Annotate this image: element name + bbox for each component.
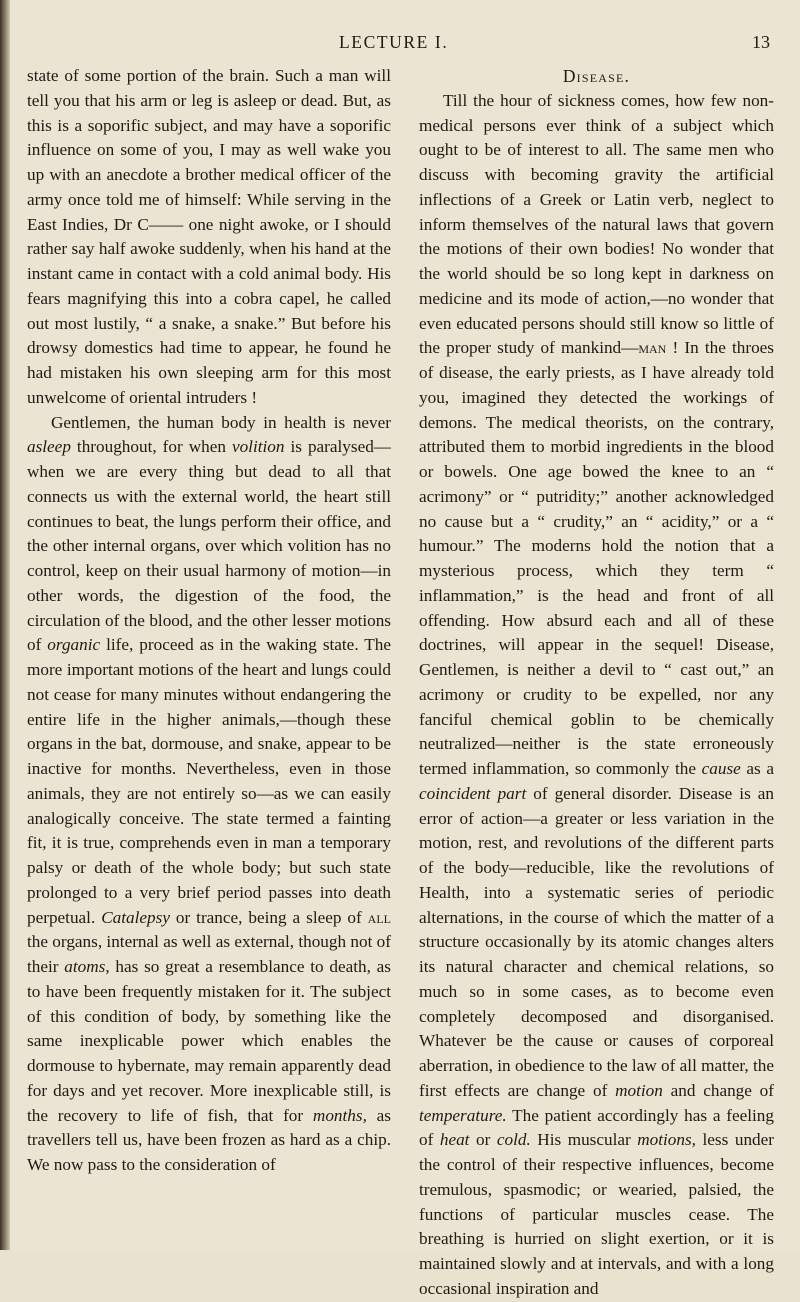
running-head: LECTURE I. [339,32,449,52]
section-heading-disease: Disease. [562,66,631,86]
paragraph-disease: Till the hour of sickness comes, how few non-medical persons ever think of a subject which ought to be of interest to all. The same men who discuss with becoming gravity the artificial inflections of a Greek or Latin verb, neglect to inform themselves of the natural laws that govern the motions of their own bodies! No wonder that the world should be so long kept in darkness on medicine and its mode of action,—no wonder that even educated persons should still know so little of the proper study of mankind—man ! In the throes of disease, the early priests, as I have already told you, imagined they detected the workings of demons. The medical theorists, on the contrary, attributed them to morbid ingredients in the blood or bowels. One age bowed the knee to an “ acrimony” or “ putridity;” another acknowledged no cause but a “ crudity,” an “ acidity,” or a “ humour.” The moderns hold the notion that a mysterious process, which they term “ inflammation,” is the head and front of all offending. How absurd each and all of these doctrines, will appear in the sequel! Disease, Gentlemen, is neither a devil to “ cast out,” an acrimony or crudity to be expelled, nor any fanciful chemical goblin to be chemically neutralized—neither is the state erroneously termed inflammation, so commonly the cause as a coincident part of general disorder. Disease is an error of action—a greater or less variation in the motion, rest, and revolutions of the different parts of the body—reducible, like the revolutions of Health, into a systematic series of periodic alternations, in the course of which the matter of a structure occasionally by its atomic changes alters its natural character and chemical relations, so much so in some cases, as to become even completely decomposed and disorganised. Whatever be the cause or causes of corporeal aberration, in obedience to the law of all matter, the first effects are change of motion and change of temperature. The patient accordingly has a feeling of heat or cold. His muscular motions, less under the control of their respective influences, become tremulous, spasmodic; or wearied, palsied, the functions of particular muscles cease. The breathing is hurried on slight exertion, or it is maintained slowly and at intervals, and with a long occasional inspiration and [419,90,774,1298]
paragraph-human-body: Gentlemen, the human body in health is never asleep throughout, for when volition is paralysed—when we are every thing but dead to all that connects us with the external world, the heart still continues to beat, the lungs perform their office, and the other internal organs, over which volition has no control, keep on their usual harmony of motion—in other words, the digestion of the food, the circulation of the blood, and the other lesser motions of organic life, proceed as in the waking state. The more important motions of the heart and lungs could not cease for many minutes without endangering the entire life in the higher animals,—though these organs in the bat, dormouse, and snake, appear to be inactive for months. Nevertheless, even in those animals, they are not entirely so—as we can easily analogically conceive. The state termed a fainting fit, it is true, comprehends even in man a temporary palsy or death of the whole body; but such state prolonged to a very brief period passes into death perpetual. Catalepsy or trance, being a sleep of all the organs, internal as well as external, though not of their atoms, has so great a resemblance to death, as to have been frequently mistaken for it. The subject of this condition of body, by something like the same inexplicable power which enables the dormouse to hybernate, may remain apparently dead for days and yet recover. More inexplicable still, is the recovery to life of fish, that for months, as travellers tell us, have been frozen as hard as a chip. We now pass to the consideration of [27,412,392,1174]
page-number: 13 [752,32,770,52]
page-binding-edge [0,0,10,1250]
left-column [27,64,391,1178]
right-column [419,64,774,1302]
paragraph-continued: state of some portion of the brain. Such a man will tell you that his arm or leg is asleep or dead. But, as this is a soporific subject, and may have a soporific influence on some of you, I may as well wake you up with an anecdote a brother medical officer of the army once told me of himself: While serving in the East Indies, Dr C—— one night awoke, or I should rather say half awoke suddenly, when his hand at the instant came in contact with a cold animal body. His fears magnifying this into a cobra capel, he called out most lustily, “ a snake, a snake.” But before his drowsy domestics had time to appear, he found he had mistaken his own sleeping arm for this most unwelcome of oriental intruders ! [27,66,391,407]
page-header [0,32,800,58]
